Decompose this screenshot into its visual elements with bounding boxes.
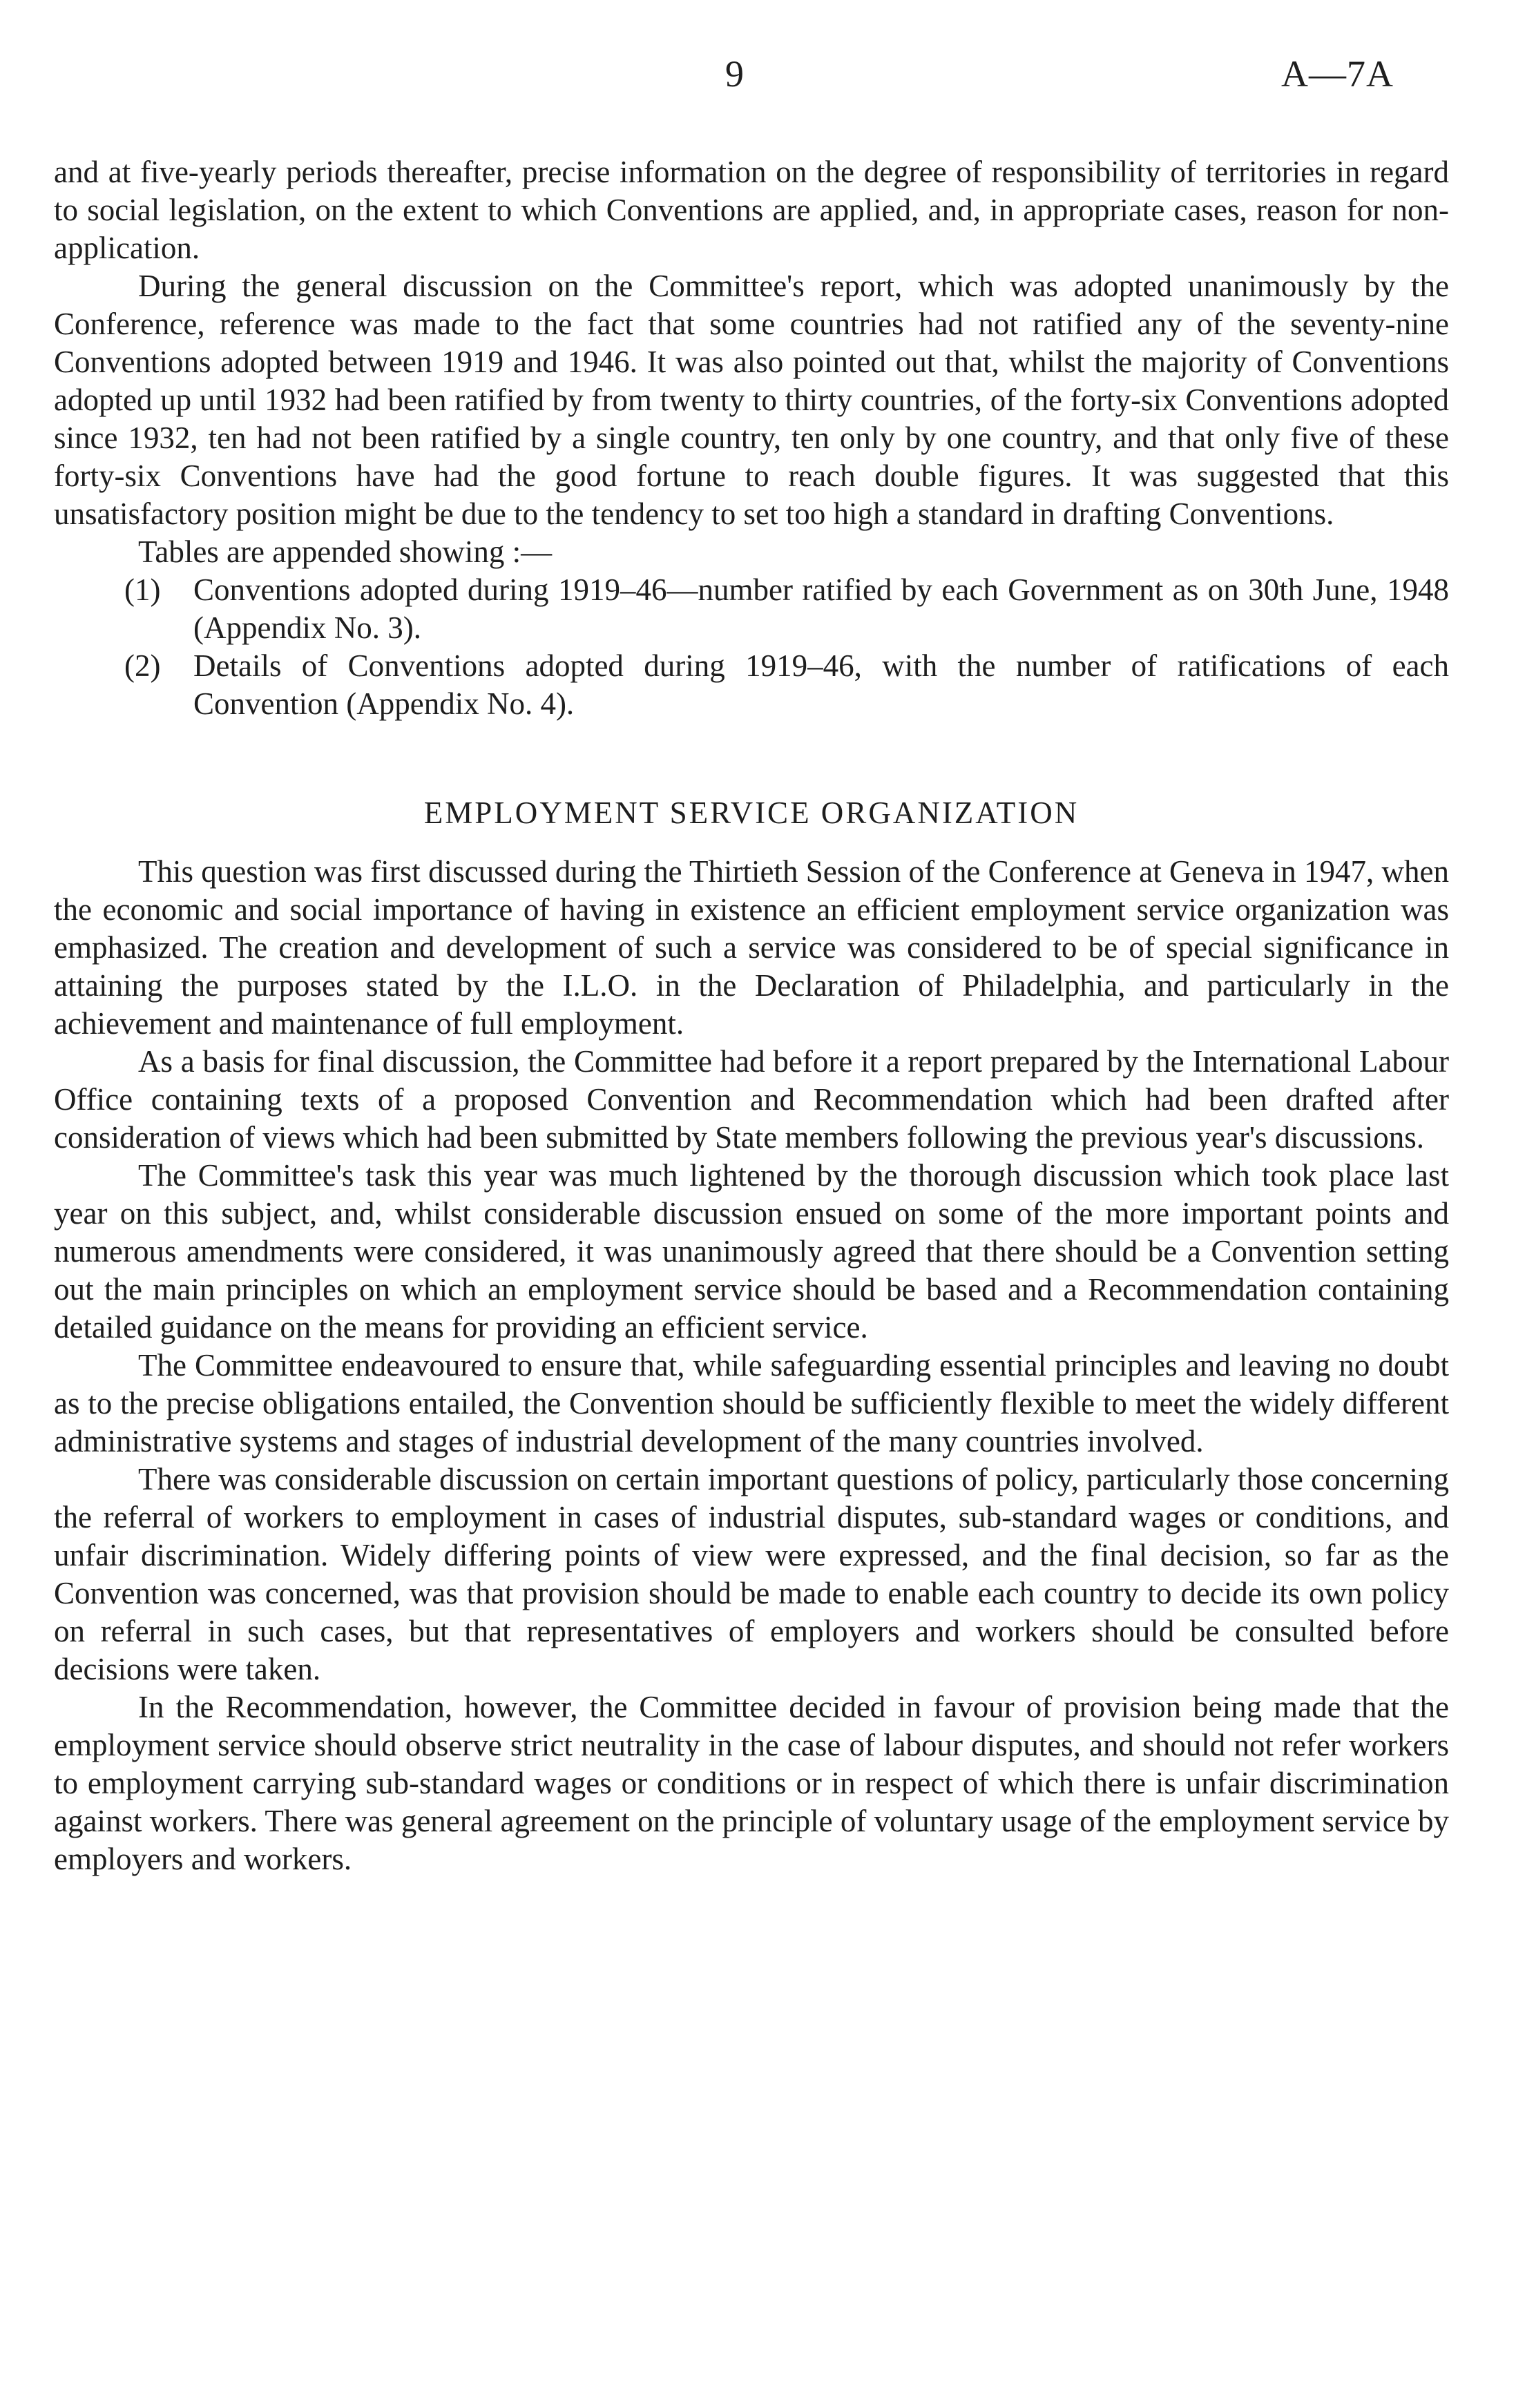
page-number: 9 xyxy=(725,53,744,95)
list-item xyxy=(124,647,1449,723)
section-paragraph: In the Recommendation, however, the Committee decided in favour of provision being made that the employment service should observe strict neutrality in the case of labour disputes, and should not refer workers to employment carrying sub-standard wages or conditions or in respect of which there is unfair discrimination against workers. There was general agreement on the principle of voluntary usage of the employment service by employers and workers. xyxy=(54,1690,1449,1876)
section-paragraph: As a basis for final discussion, the Committee had before it a report prepared by the International Labour Office containing texts of a proposed Convention and Recommendation which had been drafted after consideration of views which had been submitted by State members following the previous year's discussions. xyxy=(54,1044,1449,1155)
list-item-number: (1) xyxy=(124,572,161,607)
page-body xyxy=(54,153,1449,1878)
list-item-number: (2) xyxy=(124,648,161,683)
page-header xyxy=(0,55,1516,104)
appended-tables-list xyxy=(124,571,1449,723)
paragraph-tables-intro: Tables are appended showing :— xyxy=(138,534,553,569)
section-heading: EMPLOYMENT SERVICE ORGANIZATION xyxy=(423,796,1080,830)
document-reference: A—7A xyxy=(1281,53,1394,95)
list-item-text: Details of Conventions adopted during 1919–46, with the number of ratifications of each Convention (Appendix No. 4). xyxy=(193,648,1449,721)
section-paragraph: The Committee endeavoured to ensure that, while safeguarding essential principles and leaving no doubt as to the precise obligations entailed, the Convention should be sufficiently flexible to meet the widely different administrative systems and stages of industrial development of the many countries involved. xyxy=(54,1348,1449,1458)
section-paragraph: The Committee's task this year was much lightened by the thorough discussion which took place last year on this subject, and, whilst considerable discussion ensued on some of the more important points and numerous amendments were considered, it was unanimously agreed that there should be a Convention setting out the main principles on which an employment service should be based and a Recommendation containing detailed guidance on the means for providing an efficient service. xyxy=(54,1158,1449,1345)
continuation-paragraph: and at five-yearly periods thereafter, precise information on the degree of responsibility of territories in regard to social legislation, on the extent to which Conventions are applied, and, in appropriate cases, reason for non-application. xyxy=(54,155,1449,265)
section-paragraph: This question was first discussed during the Thirtieth Session of the Conference at Geneva in 1947, when the economic and social importance of having in existence an efficient employment service organization was emphasized. The creation and development of such a service was considered to be of special significance in attaining the purposes stated by the I.L.O. in the Declaration of Philadelphia, and particularly in the achievement and maintenance of full employment. xyxy=(54,854,1449,1041)
paragraph-ratification-discussion: During the general discussion on the Committee's report, which was adopted unanimously by the Conference, reference was made to the fact that some countries had not ratified any of the seventy-nine Conventions adopted between 1919 and 1946. It was also pointed out that, whilst the majority of Conventions adopted up until 1932 had been ratified by from twenty to thirty countries, of the forty-six Conventions adopted since 1932, ten had not been ratified by a single country, ten only by one country, and that only five of these forty-six Conventions have had the good fortune to reach double figures. It was suggested that this unsatisfactory position might be due to the tendency to set too high a standard in drafting Conventions. xyxy=(54,269,1449,531)
section-spacer xyxy=(54,723,1449,792)
heading-spacer xyxy=(54,834,1449,853)
list-item-text: Conventions adopted during 1919–46—number ratified by each Government as on 30th June, 1948 (Appendix No. 3). xyxy=(193,572,1449,645)
section-paragraph: There was considerable discussion on certain important questions of policy, particularly those concerning the referral of workers to employment in cases of industrial disputes, sub-standard wages or conditions, and unfair discrimination. Widely differing points of view were expressed, and the final decision, so far as the Convention was concerned, was that provision should be made to enable each country to decide its own policy on referral in such cases, but that representatives of employers and workers should be consulted before decisions were taken. xyxy=(54,1462,1449,1686)
list-item xyxy=(124,571,1449,647)
